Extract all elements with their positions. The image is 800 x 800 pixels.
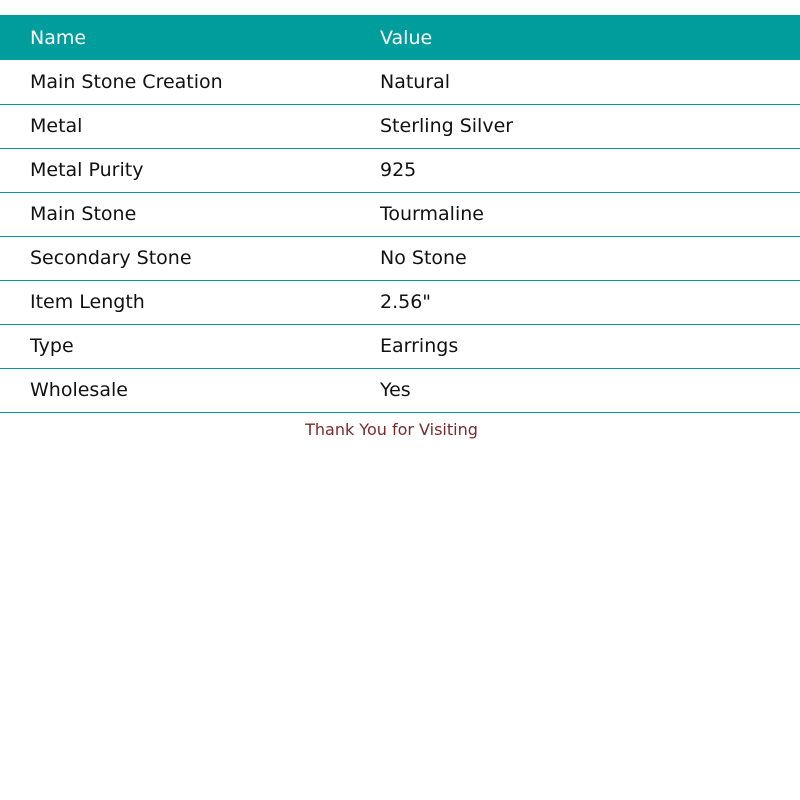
table-row <box>0 236 800 280</box>
spec-value-cell: Sterling Silver <box>350 104 800 148</box>
spec-value-cell: Yes <box>350 368 800 412</box>
column-header-name: Name <box>0 15 350 60</box>
spec-name-cell: Main Stone <box>0 192 350 236</box>
table-row <box>0 148 800 192</box>
table-row <box>0 324 800 368</box>
table-row <box>0 104 800 148</box>
spec-value-cell: Earrings <box>350 324 800 368</box>
spec-name-cell: Metal Purity <box>0 148 350 192</box>
spec-value-cell: 925 <box>350 148 800 192</box>
spec-name-cell: Type <box>0 324 350 368</box>
spec-name-cell: Metal <box>0 104 350 148</box>
table-header-row <box>0 15 800 60</box>
table-row <box>0 192 800 236</box>
table-row <box>0 368 800 412</box>
spec-value-cell: No Stone <box>350 236 800 280</box>
spec-name-cell: Main Stone Creation <box>0 60 350 104</box>
spec-value-cell: Tourmaline <box>350 192 800 236</box>
spec-value-cell: 2.56" <box>350 280 800 324</box>
table-row <box>0 280 800 324</box>
spec-name-cell: Item Length <box>0 280 350 324</box>
spec-name-cell: Secondary Stone <box>0 236 350 280</box>
spec-value-cell: Natural <box>350 60 800 104</box>
table-row <box>0 60 800 104</box>
column-header-value: Value <box>350 15 800 60</box>
spec-name-cell: Wholesale <box>0 368 350 412</box>
specifications-table <box>0 15 800 413</box>
thank-you-note: Thank You for Visiting <box>305 420 478 439</box>
